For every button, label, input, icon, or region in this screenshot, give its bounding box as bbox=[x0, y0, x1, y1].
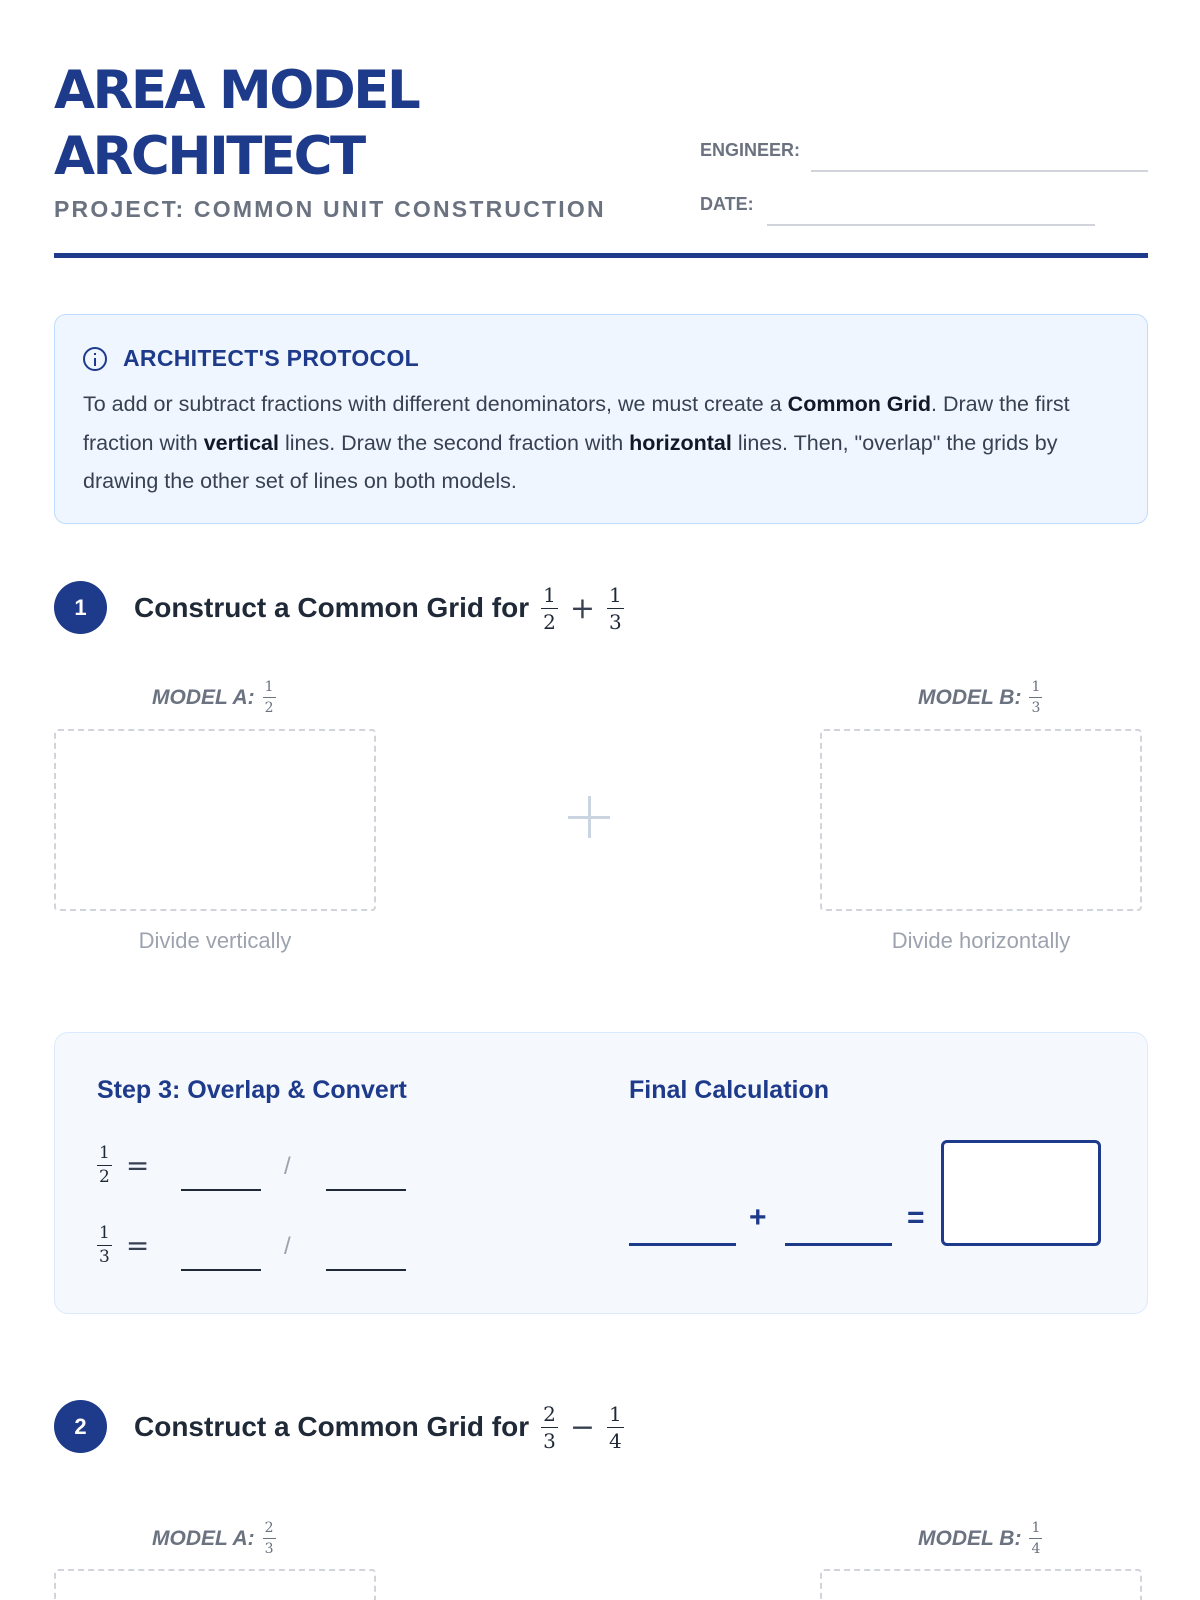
title-line-1: AREA MODEL bbox=[54, 60, 419, 121]
problem-1-title bbox=[134, 580, 624, 636]
protocol-text-1: To add or subtract fractions with different denominators, we must create a bbox=[83, 392, 788, 416]
problem-1-model-b-drawing-area[interactable] bbox=[820, 729, 1142, 911]
problem-2-fraction-a bbox=[541, 1401, 558, 1453]
problem-2-model-b-label bbox=[918, 1521, 1042, 1556]
final-plus-sign: + bbox=[749, 1201, 767, 1234]
info-icon bbox=[83, 347, 107, 371]
protocol-text-2: . Draw the first fraction with bbox=[83, 392, 1070, 455]
title-line-2: ARCHITECT bbox=[54, 126, 364, 187]
problem-2-title bbox=[134, 1399, 624, 1455]
fraction-numerator: 1 bbox=[263, 680, 276, 698]
equals-sign: = bbox=[125, 1229, 150, 1262]
fraction-denominator: 3 bbox=[543, 1428, 556, 1453]
fraction-numerator: 1 bbox=[97, 1225, 112, 1246]
protocol-text-3: lines. Draw the second fraction with bbox=[279, 430, 630, 455]
model-b-label-text: MODEL B: bbox=[918, 1526, 1022, 1550]
fraction-denominator: 3 bbox=[264, 1541, 274, 1557]
fraction-denominator: 3 bbox=[1031, 700, 1041, 716]
problem-2-model-a-drawing-area[interactable] bbox=[54, 1569, 376, 1600]
fraction-numerator: 1 bbox=[97, 1145, 112, 1166]
model-a-fraction bbox=[263, 1521, 276, 1556]
convert-b-denominator-blank[interactable] bbox=[326, 1269, 406, 1271]
protocol-title: ARCHITECT'S PROTOCOL bbox=[123, 345, 419, 371]
problem-2-number: 2 bbox=[54, 1400, 107, 1453]
problem-2-fraction-b bbox=[607, 1401, 624, 1453]
page-title bbox=[54, 58, 418, 190]
protocol-box bbox=[54, 314, 1148, 524]
final-calculation-title: Final Calculation bbox=[629, 1076, 830, 1104]
problem-1-number: 1 bbox=[54, 581, 107, 634]
convert-row-b bbox=[97, 1225, 149, 1266]
problem-1-model-b-label bbox=[918, 680, 1042, 715]
problem-1-hint-b: Divide horizontally bbox=[891, 928, 1071, 953]
problem-2-model-a-label bbox=[152, 1521, 276, 1556]
fraction-denominator: 3 bbox=[609, 609, 622, 634]
final-answer-box[interactable] bbox=[941, 1140, 1101, 1246]
date-label: DATE: bbox=[700, 194, 754, 214]
fraction-denominator: 2 bbox=[264, 700, 274, 716]
problem-1-fraction-b bbox=[607, 582, 624, 634]
problem-1-operator: + bbox=[569, 590, 595, 626]
problem-2-operator: − bbox=[569, 1409, 595, 1445]
worksheet-page bbox=[54, 0, 1148, 1600]
model-a-label-text: MODEL A: bbox=[152, 685, 255, 709]
project-subtitle: PROJECT: COMMON UNIT CONSTRUCTION bbox=[54, 196, 606, 222]
problem-1-hint-a: Divide vertically bbox=[138, 928, 292, 953]
protocol-bold-common-grid: Common Grid bbox=[787, 392, 932, 416]
fraction-numerator: 1 bbox=[1029, 680, 1042, 698]
protocol-header bbox=[83, 345, 419, 372]
model-b-label-text: MODEL B: bbox=[918, 685, 1022, 709]
problem-1-title-text: Construct a Common Grid for bbox=[134, 592, 530, 623]
step-3-title: Step 3: Overlap & Convert bbox=[97, 1076, 407, 1104]
fraction-numerator: 1 bbox=[609, 582, 622, 607]
model-a-label-text: MODEL A: bbox=[152, 1526, 255, 1550]
engineer-label: ENGINEER: bbox=[700, 140, 801, 160]
problem-2-title-text: Construct a Common Grid for bbox=[134, 1411, 530, 1442]
problem-2-model-b-drawing-area[interactable] bbox=[820, 1569, 1142, 1600]
model-a-fraction bbox=[263, 680, 276, 715]
convert-row-a-fraction bbox=[97, 1145, 112, 1186]
fraction-denominator: 3 bbox=[99, 1247, 110, 1267]
convert-b-numerator-blank[interactable] bbox=[181, 1269, 261, 1271]
fraction-numerator: 2 bbox=[263, 1521, 276, 1539]
problem-1-model-a-drawing-area[interactable] bbox=[54, 729, 376, 911]
fraction-denominator: 2 bbox=[543, 609, 556, 634]
fraction-numerator: 1 bbox=[543, 582, 556, 607]
model-b-fraction bbox=[1029, 680, 1042, 715]
problem-1-model-a-label bbox=[152, 680, 276, 715]
fraction-denominator: 4 bbox=[1031, 1541, 1041, 1557]
problem-1-fraction-a bbox=[541, 582, 558, 634]
slash: / bbox=[284, 1233, 291, 1260]
convert-a-numerator-blank[interactable] bbox=[181, 1189, 261, 1191]
convert-row-b-fraction bbox=[97, 1225, 112, 1266]
step-3-panel bbox=[54, 1032, 1148, 1314]
engineer-field[interactable] bbox=[811, 170, 1148, 172]
protocol-text-4: lines. Then, "overlap" the grids by drawing the other set of lines on both models. bbox=[83, 430, 1058, 493]
final-second-addend-blank[interactable] bbox=[785, 1243, 892, 1246]
fraction-numerator: 1 bbox=[1029, 1521, 1042, 1539]
fraction-denominator: 4 bbox=[609, 1428, 622, 1453]
protocol-text bbox=[83, 385, 1123, 501]
fraction-numerator: 1 bbox=[609, 1401, 622, 1426]
protocol-bold-horizontal: horizontal bbox=[629, 430, 732, 455]
convert-row-a bbox=[97, 1145, 149, 1186]
slash: / bbox=[284, 1153, 291, 1180]
convert-a-denominator-blank[interactable] bbox=[326, 1189, 406, 1191]
fraction-numerator: 2 bbox=[543, 1401, 556, 1426]
header-divider bbox=[54, 253, 1148, 258]
model-b-fraction bbox=[1029, 1521, 1042, 1556]
fraction-denominator: 2 bbox=[99, 1167, 110, 1187]
plus-icon bbox=[568, 796, 610, 838]
final-first-addend-blank[interactable] bbox=[629, 1243, 736, 1246]
final-equals-sign: = bbox=[907, 1201, 925, 1234]
protocol-bold-vertical: vertical bbox=[203, 430, 279, 455]
date-field[interactable] bbox=[767, 224, 1095, 226]
equals-sign: = bbox=[125, 1149, 150, 1182]
